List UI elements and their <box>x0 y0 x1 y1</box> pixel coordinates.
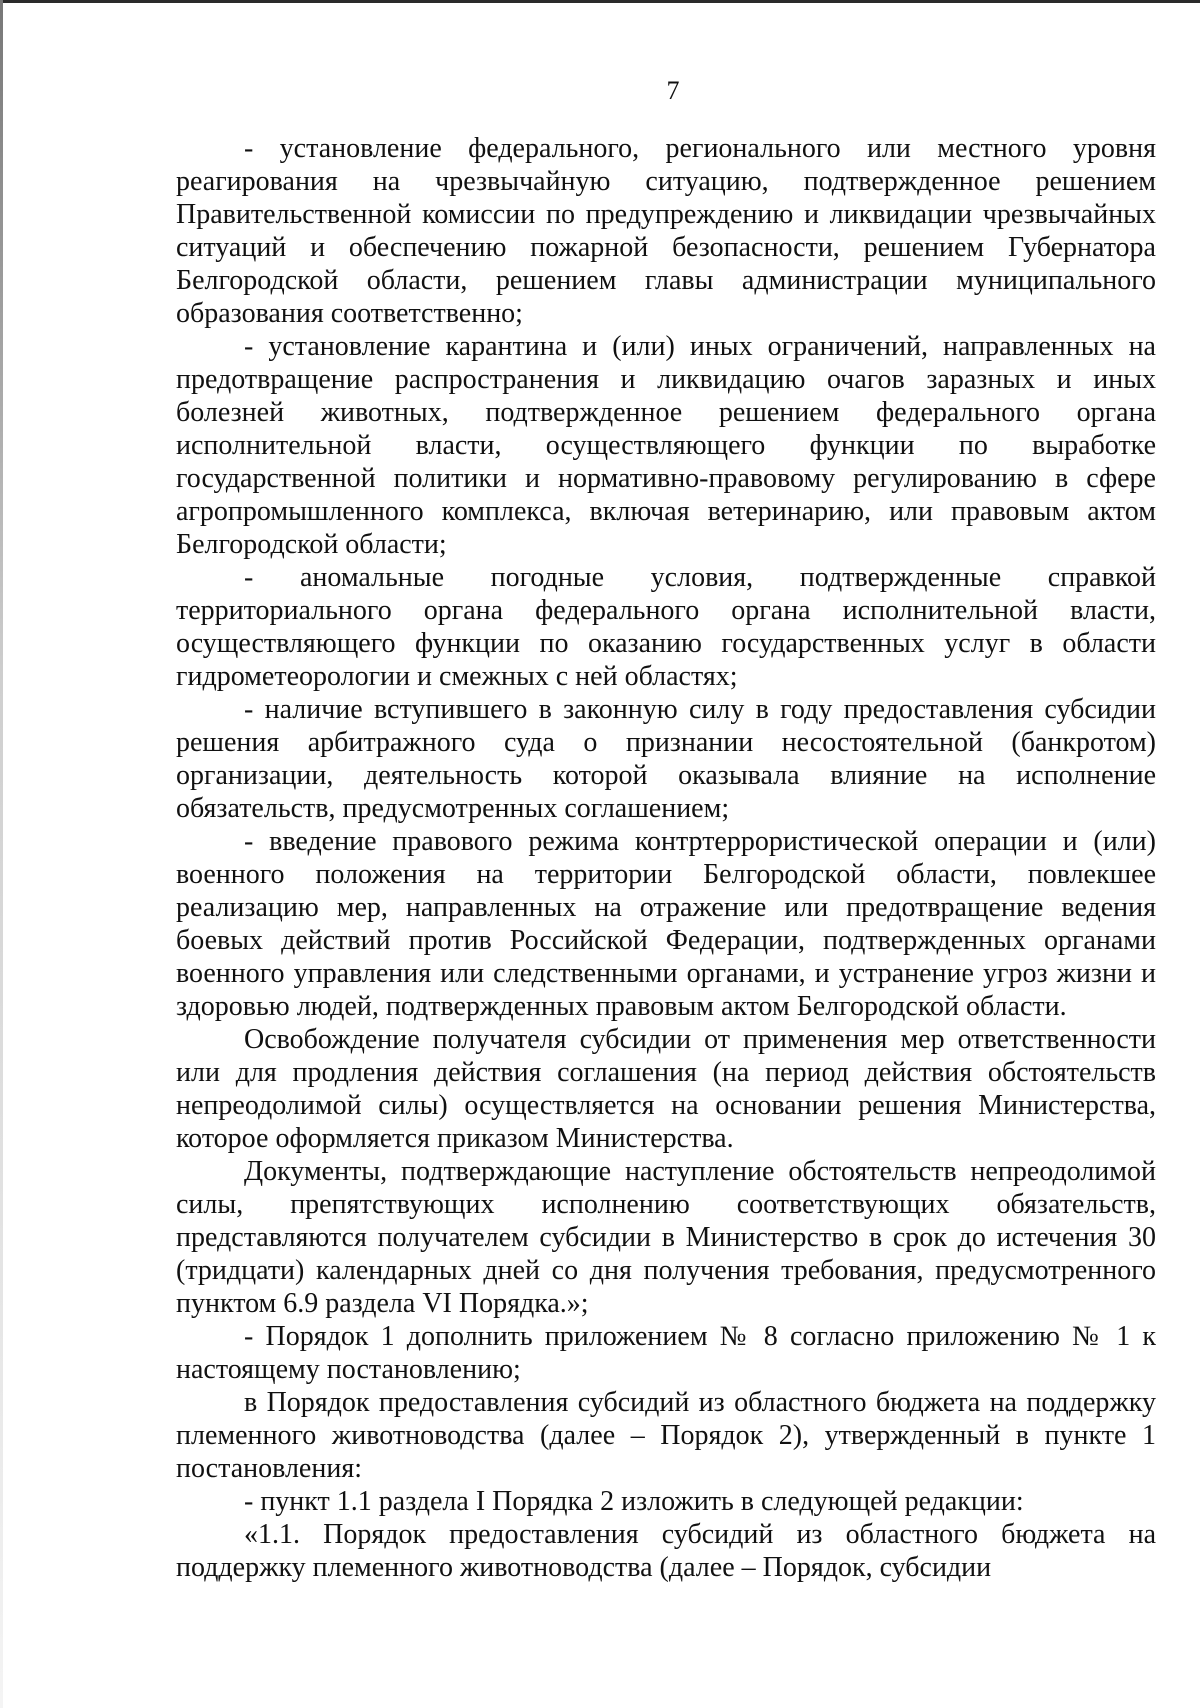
paragraph-amend-order-1: - Порядок 1 дополнить приложением № 8 согласно приложению № 1 к настоящему постановлению; <box>176 1321 1156 1385</box>
paragraph-clause-1-1-text: «1.1. Порядок предоставления субсидий из областного бюджета на поддержку племенного животноводства (далее – Порядок, субсидии <box>176 1519 1156 1583</box>
paragraph-emergency-response: - установление федерального, регионального или местного уровня реагирования на чрезвычайную ситуацию, подтвержденное решением Правительственной комиссии по предупреждению и ликвидации чрезвычайных ситуаций и обеспечению пожарной безопасности, решением Губернатора Белгородской области, решением главы администрации муниципального образования соответственно; <box>176 133 1156 329</box>
paragraph-counterterrorism-regime: - введение правового режима контртеррористической операции и (или) военного положения на территории Белгородской области, повлекшее реализацию мер, направленных на отражение или предотвращение ведения боевых действий против Российской Федерации, подтвержденных органами военного управления или следственными органами, и устранение угроз жизни и здоровью людей, подтвержденных правовым актом Белгородской области. <box>176 826 1156 1022</box>
paragraph-weather-conditions: - аномальные погодные условия, подтвержденные справкой территориального органа федерального органа исполнительной власти, осуществляющего функции по оказанию государственных услуг в области гидрометеорологии и смежных с ней областях; <box>176 562 1156 692</box>
page-number: 7 <box>666 76 680 105</box>
document-body <box>176 132 1156 1584</box>
scan-left-edge <box>0 0 3 1708</box>
paragraph-quarantine: - установление карантина и (или) иных ограничений, направленных на предотвращение распространения и ликвидацию очагов заразных и иных болезней животных, подтвержденное решением федерального органа исполнительной власти, осуществляющего функции по выработке государственной политики и нормативно-правовому регулированию в сфере агропромышленного комплекса, включая ветеринарию, или правовым актом Белгородской области; <box>176 331 1156 560</box>
paragraph-order-2-intro: в Порядок предоставления субсидий из областного бюджета на поддержку племенного животноводства (далее – Порядок 2), утвержденный в пункте 1 постановления: <box>176 1387 1156 1484</box>
paragraph-bankruptcy: - наличие вступившего в законную силу в году предоставления субсидии решения арбитражного суда о признании несостоятельной (банкротом) организации, деятельность которой оказывала влияние на исполнение обязательств, предусмотренных соглашением; <box>176 694 1156 824</box>
paragraph-clause-1-1-amend: - пункт 1.1 раздела I Порядка 2 изложить в следующей редакции: <box>244 1486 1024 1517</box>
paragraph-documents: Документы, подтверждающие наступление обстоятельств непреодолимой силы, препятствующих исполнению соответствующих обязательств, представляются получателем субсидии в Министерство в срок до истечения 30 (тридцати) календарных дней со дня получения требования, предусмотренного пунктом 6.9 раздела VI Порядка.»; <box>176 1156 1156 1319</box>
scan-top-edge <box>0 0 1200 3</box>
paragraph-exemption: Освобождение получателя субсидии от применения мер ответственности или для продления действия соглашения (на период действия обстоятельств непреодолимой силы) осуществляется на основании решения Министерства, которое оформляется приказом Министерства. <box>176 1024 1156 1154</box>
